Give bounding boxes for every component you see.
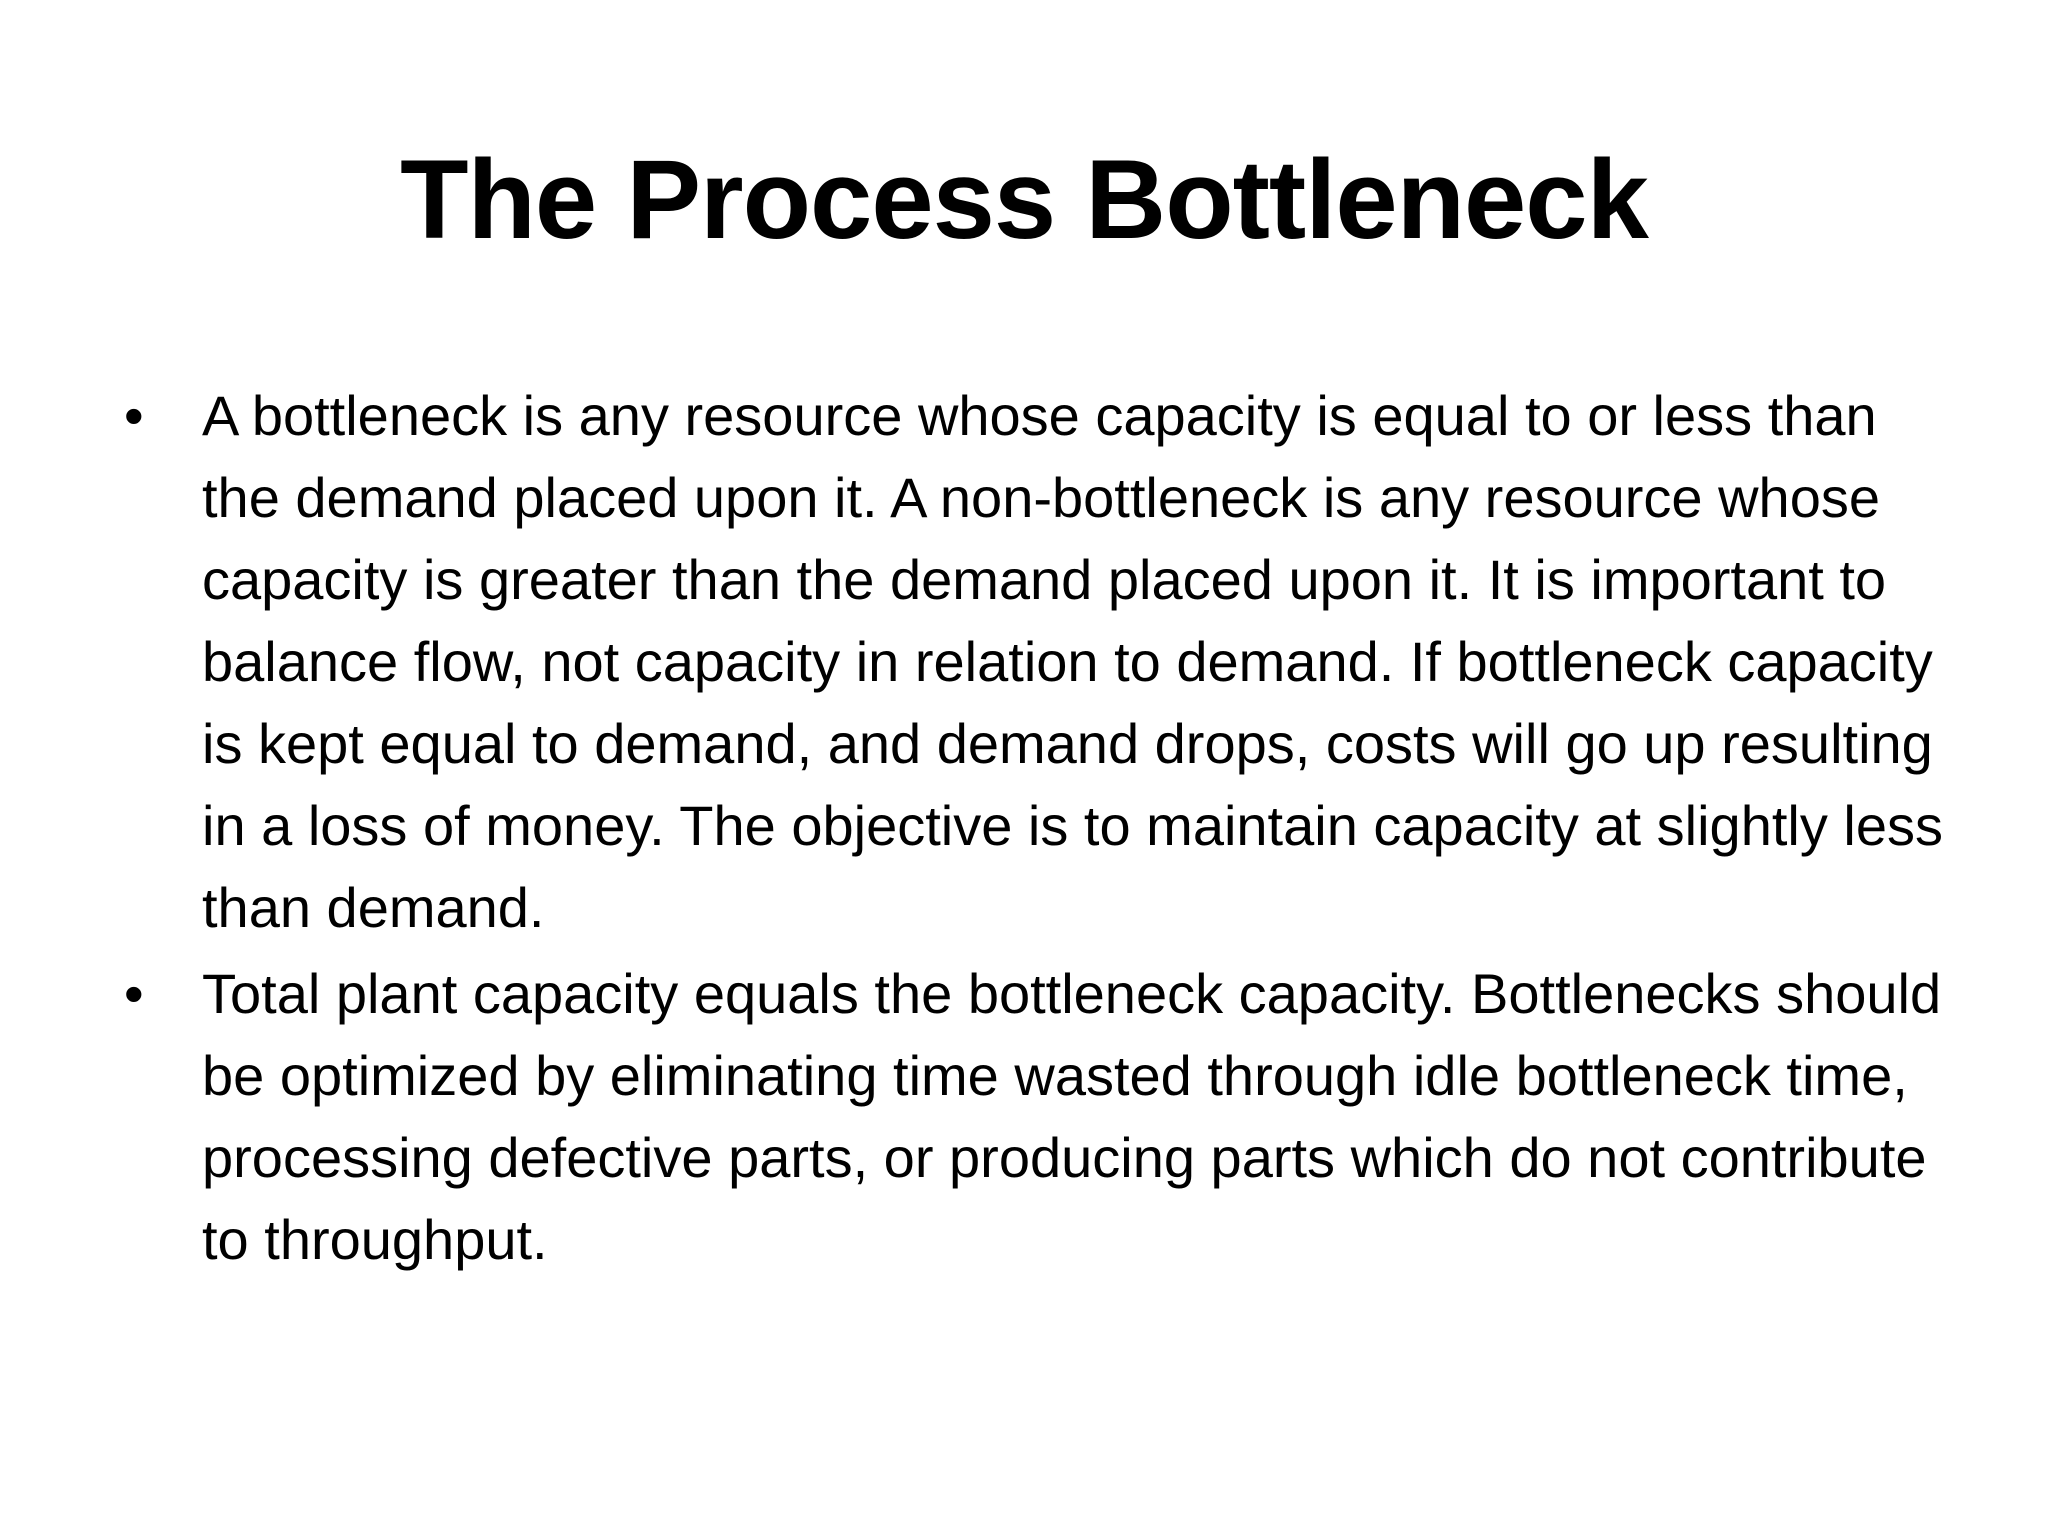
slide-title: The Process Bottleneck xyxy=(400,137,1648,262)
bullet-item-plant-capacity xyxy=(110,953,1970,1281)
bullet-list xyxy=(110,375,1970,1285)
bullet-marker: • xyxy=(124,384,144,447)
bullet-text: Total plant capacity equals the bottleneck capacity. Bottlenecks should be optimized by eliminating time wasted through idle bottleneck time, processing defective parts, or producing parts which do not contribute to throughput. xyxy=(202,962,1942,1271)
bullet-marker: • xyxy=(124,962,144,1025)
bullet-item-bottleneck-definition xyxy=(110,375,1970,949)
bullet-text: A bottleneck is any resource whose capacity is equal to or less than the demand placed upon it. A non-bottleneck is any resource whose capacity is greater than the demand placed upon it. It is important to balance flow, not capacity in relation to demand. If bottleneck capacity is kept equal to demand, and demand drops, costs will go up resulting in a loss of money. The objective is to maintain capacity at slightly less than demand. xyxy=(202,384,1943,939)
